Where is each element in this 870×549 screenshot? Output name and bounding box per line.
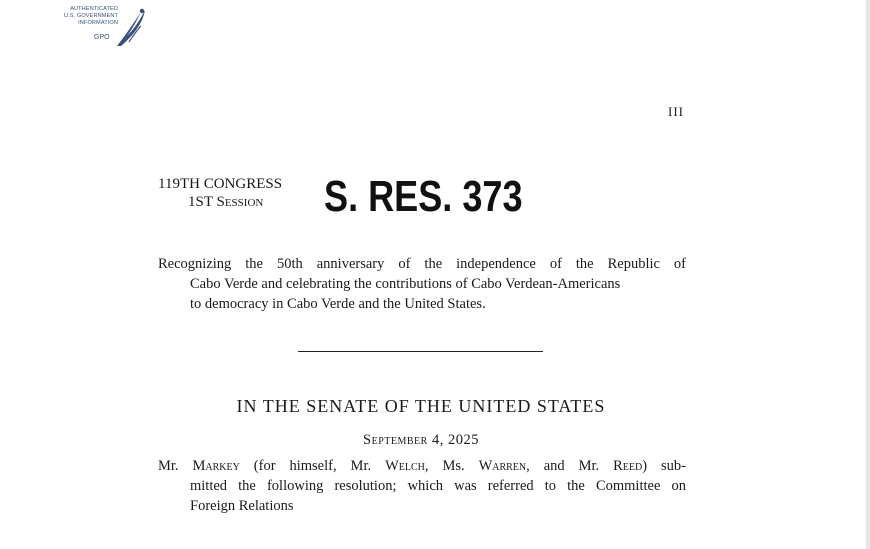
eagle-icon xyxy=(115,6,147,50)
intro-line: mitted the following resolution; which was referred to the Committee on xyxy=(190,478,686,494)
gpo-abbr: GPO xyxy=(94,34,110,41)
gpo-authentication-logo xyxy=(40,6,145,52)
purpose-line: Recognizing the 50th anniversary of the independence of the Republic of xyxy=(158,256,686,272)
gpo-logo-line: AUTHENTICATED xyxy=(70,6,118,12)
session-label: 1ST Session xyxy=(188,194,264,210)
page-marker: III xyxy=(668,104,684,119)
cosponsor-name: Reed xyxy=(613,458,643,474)
gpo-logo-text xyxy=(40,6,118,27)
submission-date: September 4, 2025 xyxy=(363,432,479,448)
resolution-purpose xyxy=(158,254,686,314)
congress-label: 119TH CONGRESS xyxy=(158,176,283,192)
introduction-paragraph xyxy=(158,456,686,516)
cosponsor-name: Welch xyxy=(385,458,425,474)
gpo-logo-line: U.S. GOVERNMENT xyxy=(63,13,118,19)
divider xyxy=(298,351,543,352)
bill-number: S. RES. 373 xyxy=(324,172,523,221)
gpo-logo-line: INFORMATION xyxy=(78,20,118,26)
cosponsor-name: Warren xyxy=(478,458,527,474)
purpose-line: Cabo Verde and celebrating the contributions of Cabo Verdean-Americans xyxy=(190,276,621,292)
page-edge xyxy=(866,0,870,549)
intro-line: Mr. Markey (for himself, Mr. Welch, Ms. Warren, and Mr. Reed) sub- xyxy=(158,458,686,474)
sponsor-name: Markey xyxy=(192,458,240,474)
purpose-line: to democracy in Cabo Verde and the United States. xyxy=(190,296,486,312)
chamber-heading: IN THE SENATE OF THE UNITED STATES xyxy=(236,396,606,416)
intro-line: Foreign Relations xyxy=(190,498,294,514)
